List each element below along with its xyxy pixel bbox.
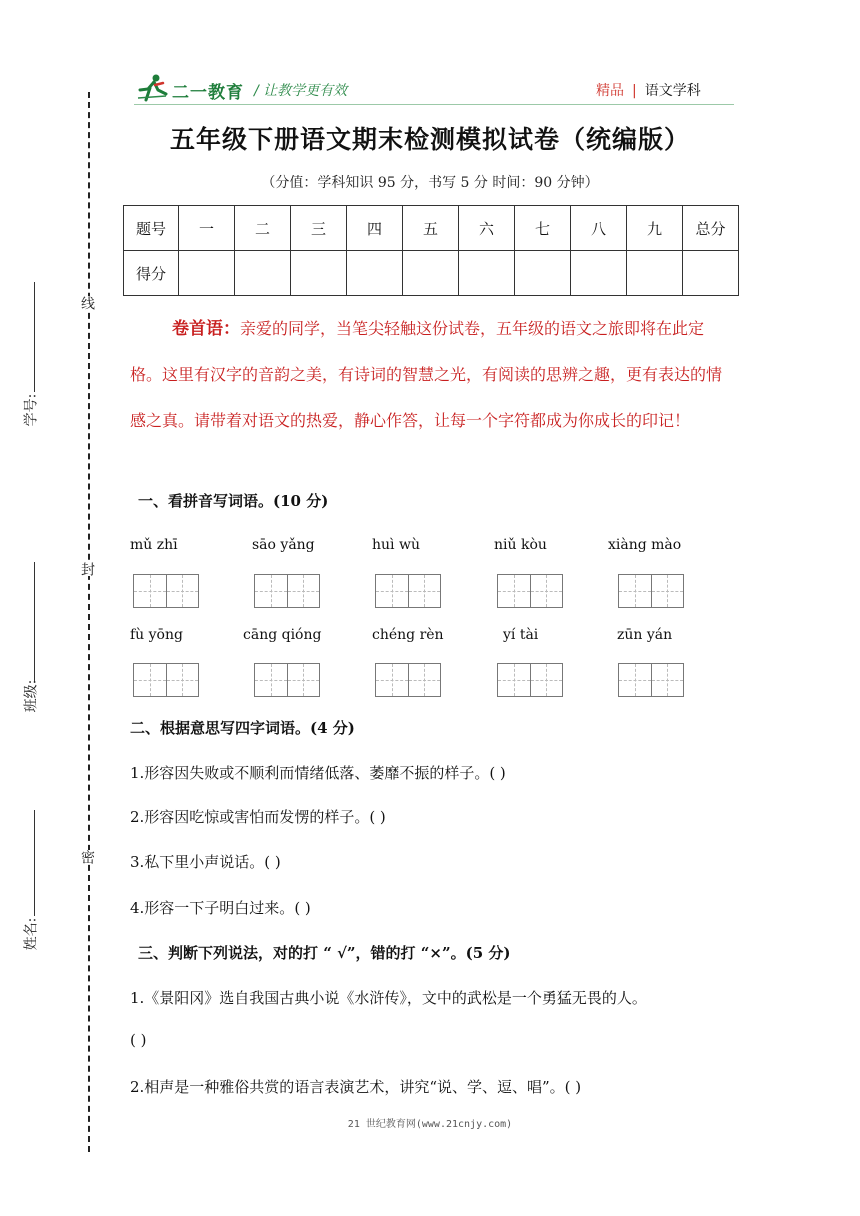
pinyin-label: chéng rèn: [372, 627, 444, 643]
tianzige-answer-box[interactable]: [375, 574, 441, 608]
header-separator: |: [632, 83, 637, 99]
score-entry-cell[interactable]: [515, 251, 571, 296]
answer-parentheses: ( ): [130, 1031, 147, 1049]
intro-lead: 卷首语：: [172, 319, 240, 339]
score-header-cell: 七: [515, 206, 571, 251]
score-table-header-row: [124, 206, 739, 251]
premium-tag: 精品: [596, 83, 624, 99]
score-entry-cell[interactable]: [235, 251, 291, 296]
logo-text: 二一教育: [172, 83, 244, 103]
student-id-label: 学号:: [23, 393, 40, 427]
tianzige-answer-box[interactable]: [618, 663, 684, 697]
pinyin-label: zūn yán: [617, 627, 673, 643]
score-header-cell: 三: [291, 206, 347, 251]
subject-label: 语文学科: [644, 83, 701, 99]
score-header-cell: 六: [459, 206, 515, 251]
score-header-cell: 总分: [683, 206, 739, 251]
slogan: / 让教学更有效: [254, 83, 348, 99]
binding-dashed-line: [88, 92, 90, 1152]
score-entry-cell[interactable]: [403, 251, 459, 296]
score-table-score-row: [124, 251, 739, 296]
score-table: [123, 205, 739, 296]
pinyin-label: sāo yǎng: [252, 537, 315, 553]
tianzige-answer-box[interactable]: [375, 663, 441, 697]
margin-mark-mi: 密: [79, 850, 95, 864]
pinyin-label: fù yōng: [130, 627, 183, 643]
runner-logo-icon: [136, 74, 170, 102]
score-row-label: 得分: [124, 251, 179, 296]
question-item: 1.《景阳冈》选自我国古典小说《水浒传》，文中的武松是一个勇猛无畏的人。: [130, 989, 647, 1007]
tianzige-answer-box[interactable]: [254, 663, 320, 697]
pinyin-label: niǔ kòu: [494, 537, 547, 553]
name-label: 姓名:: [23, 917, 40, 951]
score-header-cell: 二: [235, 206, 291, 251]
score-entry-cell[interactable]: [179, 251, 235, 296]
question-item: 2.相声是一种雅俗共赏的语言表演艺术，讲究“说、学、逗、唱”。( ): [130, 1078, 582, 1096]
tianzige-answer-box[interactable]: [497, 663, 563, 697]
pinyin-label: yí tài: [503, 627, 539, 643]
exam-subtitle: （分值：学科知识 95 分，书写 5 分 时间：90 分钟）: [261, 175, 599, 191]
score-header-cell: 九: [627, 206, 683, 251]
margin-mark-xian: 线: [79, 296, 95, 310]
score-entry-cell[interactable]: [627, 251, 683, 296]
class-label: 班级:: [23, 679, 40, 713]
pinyin-label: cāng qióng: [243, 627, 322, 643]
tianzige-answer-box[interactable]: [497, 574, 563, 608]
footer-source: 21 世纪教育网(www.21cnjy.com): [347, 1119, 513, 1130]
section1-title: 一、看拼音写词语。(10 分): [138, 492, 329, 510]
intro-paragraph: [130, 306, 734, 444]
question-item: 3.私下里小声说话。( ): [130, 853, 281, 871]
score-header-cell: 题号: [124, 206, 179, 251]
intro-text: 亲爱的同学，当笔尖轻触这份试卷，五年级的语文之旅即将在此定格。这里有汉字的音韵之美，有诗词的智慧之光，有阅读的思辨之趣，更有表达的情感之真。请带着对语文的热爱，静心作答，让每一个字符都成为你成长的印记！: [130, 319, 723, 430]
score-entry-cell[interactable]: [347, 251, 403, 296]
pinyin-label: mǔ zhī: [130, 537, 178, 553]
tianzige-answer-box[interactable]: [133, 663, 199, 697]
score-header-cell: 八: [571, 206, 627, 251]
margin-mark-feng: 封: [79, 562, 95, 576]
tianzige-answer-box[interactable]: [254, 574, 320, 608]
pinyin-label: xiàng mào: [608, 537, 682, 553]
score-header-cell: 五: [403, 206, 459, 251]
tianzige-answer-box[interactable]: [133, 574, 199, 608]
question-item: 4.形容一下子明白过来。( ): [130, 899, 311, 917]
name-line: [34, 810, 35, 916]
pinyin-label: huì wù: [372, 537, 420, 553]
score-entry-cell[interactable]: [459, 251, 515, 296]
score-entry-cell[interactable]: [291, 251, 347, 296]
exam-title: 五年级下册语文期末检测模拟试卷（统编版）: [169, 125, 690, 154]
tianzige-answer-box[interactable]: [618, 574, 684, 608]
section3-title: 三、判断下列说法，对的打 “ √”，错的打 “×”。(5 分): [138, 944, 511, 962]
score-entry-cell[interactable]: [571, 251, 627, 296]
header-rule: [134, 104, 734, 105]
score-header-cell: 一: [179, 206, 235, 251]
header-tags: [596, 80, 701, 100]
score-entry-cell[interactable]: [683, 251, 739, 296]
question-item: 2.形容因吃惊或害怕而发愣的样子。( ): [130, 808, 386, 826]
class-line: [34, 562, 35, 682]
student-id-line: [34, 282, 35, 392]
score-header-cell: 四: [347, 206, 403, 251]
section2-title: 二、根据意思写四字词语。(4 分): [130, 719, 355, 737]
question-item: 1.形容因失败或不顺利而情绪低落、萎靡不振的样子。( ): [130, 764, 506, 782]
